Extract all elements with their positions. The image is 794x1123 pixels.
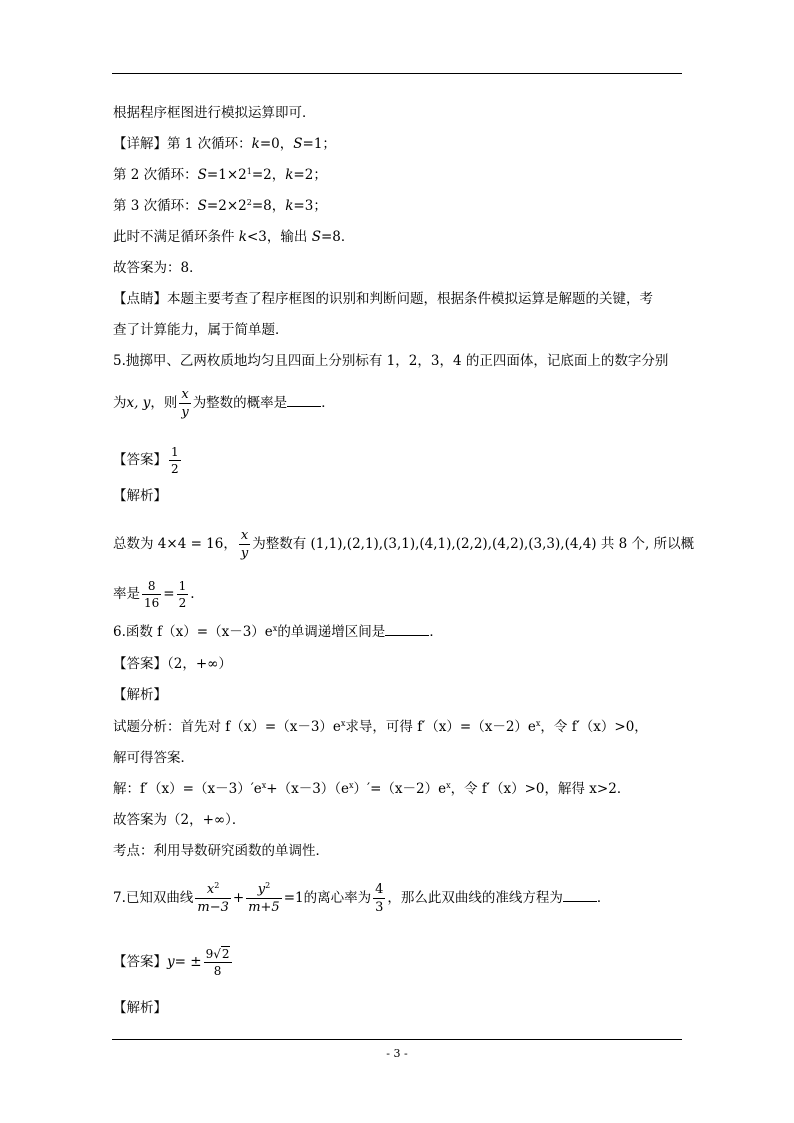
text: =8，: [251, 198, 286, 214]
footer-rule: [112, 1039, 682, 1040]
exponent: x: [349, 781, 354, 790]
q5-solution-1: [113, 528, 694, 560]
detail-tag: 【详解】: [113, 136, 167, 152]
var-k: k: [238, 229, 247, 245]
exponent: 2: [214, 881, 220, 890]
text: =2；: [293, 167, 327, 183]
frac-den: y: [240, 546, 249, 561]
detail-line-4: [113, 227, 354, 247]
text: 总数为 4×4 = 16，: [113, 536, 237, 552]
text: 此时不满足循环条件: [113, 229, 239, 245]
answer-line: 故答案为：8．: [113, 260, 203, 276]
q6-analysis-3: [113, 779, 630, 799]
exponent: 2: [265, 881, 271, 890]
text: +（x－3）（e: [266, 781, 350, 797]
text: =2，: [251, 167, 286, 183]
text: 第 2 次循环：: [113, 167, 198, 183]
frac-den: m+5: [248, 900, 280, 915]
answer-blank: [287, 393, 321, 407]
frac-den: 3: [375, 900, 384, 915]
var-k: k: [251, 136, 260, 152]
exponent: x: [446, 781, 451, 790]
answer-tag: 【答案】: [113, 452, 167, 468]
fraction-x-over-y: [239, 529, 250, 560]
answer-tag: 【答案】: [113, 954, 167, 970]
text: 解：f′（x）=（x－3）′e: [113, 781, 262, 797]
answer-blank: [563, 888, 597, 902]
text: 为整数的概率是: [192, 395, 288, 411]
q7-line: [113, 878, 610, 918]
text: ．: [596, 890, 611, 906]
answer-tag: 【答案】: [113, 656, 167, 672]
q6-analysis-tag: 【解析】: [113, 687, 167, 703]
var-s: S: [197, 198, 207, 214]
frac-num: 1: [171, 445, 179, 459]
header-rule: [112, 73, 682, 74]
exponent: x: [535, 719, 541, 728]
text: .: [190, 586, 195, 602]
text: ，那么此双曲线的准线方程为: [387, 890, 563, 906]
fraction-8-16: [142, 580, 161, 609]
text: ，则: [150, 395, 178, 411]
q6-answer: [113, 654, 232, 674]
sqrt-icon: √: [213, 947, 221, 961]
text: ．: [429, 624, 443, 640]
q6-analysis-5: 考点：利用导数研究函数的单调性．: [113, 843, 329, 859]
frac-den: y: [181, 405, 189, 420]
equals-one: =1: [283, 890, 304, 906]
q6-analysis-4: 故答案为（2，+∞）．: [113, 812, 246, 828]
text: =3；: [293, 198, 327, 214]
text: =0，: [259, 136, 294, 152]
exponent: 1: [246, 167, 252, 176]
text: 第 1 次循环：: [167, 136, 252, 152]
var-x: x: [206, 882, 215, 897]
frac-den: 8: [204, 962, 232, 977]
q6-analysis-1: [113, 717, 648, 737]
text: 试题分析：首先对 f（x）=（x－3）e: [113, 719, 341, 735]
remark-line-2: 查了计算能力，属于简单题．: [113, 322, 289, 338]
fraction-4-3: [373, 883, 385, 914]
text: 率是: [113, 586, 140, 602]
detail-line-2: [113, 165, 327, 185]
frac-den: m−3: [197, 900, 229, 915]
fraction-x2: [195, 883, 231, 914]
exponent: 2: [246, 198, 252, 207]
frac-den: 2: [171, 462, 179, 476]
frac-den: 16: [144, 596, 160, 610]
frac-num: x: [181, 387, 189, 402]
plus: +: [232, 890, 245, 906]
var-y: y: [167, 954, 175, 970]
text: 的离心率为: [303, 890, 372, 906]
text: 6.函数 f（x）=（x－3）e: [113, 624, 273, 640]
q5-line-1: 5.抛掷甲、乙两枚质地均匀且四面上分别标有 1，2，3，4 的正四面体，记底面上的数字分别: [113, 353, 669, 369]
q6-analysis-2: 解可得答案．: [113, 750, 194, 766]
frac-num: 9: [205, 947, 214, 961]
fraction-x-over-y: [179, 388, 190, 419]
text: ）′=（x－2）e: [353, 781, 447, 797]
vars-xy: x, y: [126, 395, 151, 411]
detail-line-3: [113, 196, 327, 216]
var-k: k: [285, 167, 294, 183]
answer-fraction: [204, 948, 232, 977]
text: =1×2: [206, 167, 247, 183]
var-s: S: [293, 136, 303, 152]
page-number: - 3 -: [386, 1047, 408, 1060]
text: 为整数有 (1,1),(2,1),(3,1),(4,1),(2,2),(4,2),(3,3),(4,4) 共 8 个, 所以概: [252, 536, 695, 552]
text: 7.已知双曲线: [113, 890, 194, 906]
text: ．: [321, 395, 335, 411]
text: 为: [113, 395, 127, 411]
frac-num: x: [240, 528, 249, 543]
text: 求导，可得 f′（x）=（x－2）e: [345, 719, 536, 735]
frac-num: 1: [178, 579, 187, 593]
radicand: 2: [221, 947, 230, 961]
q5-answer: [113, 444, 183, 476]
exponent: x: [272, 624, 278, 633]
text: 的单调递增区间是: [277, 624, 386, 640]
q7-analysis-tag: 【解析】: [113, 1000, 167, 1016]
equals-pm: = ±: [174, 954, 202, 970]
text: =2×2: [206, 198, 247, 214]
fraction-1-2: [177, 580, 189, 609]
answer-blank: [385, 622, 429, 636]
frac-num: 8: [147, 579, 156, 593]
remark-line-1: 【点睛】本题主要考查了程序框图的识别和判断问题，根据条件模拟运算是解题的关键，考: [113, 291, 653, 307]
var-s: S: [197, 167, 207, 183]
answer-value: （2，+∞）: [167, 656, 232, 672]
var-s: S: [311, 229, 321, 245]
text: =8．: [320, 229, 355, 245]
text: 第 3 次循环：: [113, 198, 198, 214]
text: =1；: [302, 136, 336, 152]
exponent: x: [261, 781, 267, 790]
answer-fraction: [169, 446, 181, 475]
q5-solution-2: [113, 578, 195, 610]
text: ，令 f′（x）>0，解得 x>2．: [450, 781, 631, 797]
text-line: 根据程序框图进行模拟运算即可．: [113, 105, 316, 121]
frac-num: 4: [375, 882, 384, 897]
q7-answer: [113, 942, 234, 982]
text: <3，输出: [246, 229, 312, 245]
q6-line-1: [113, 622, 443, 642]
q5-line-2: [113, 387, 335, 419]
fraction-y2: [246, 883, 282, 914]
exponent: x: [340, 719, 346, 728]
detail-line-1: [113, 134, 336, 154]
var-y: y: [257, 882, 266, 897]
equals: =: [163, 586, 175, 602]
frac-den: 2: [178, 596, 187, 610]
text: ，令 f′（x）>0，: [540, 719, 648, 735]
var-k: k: [285, 198, 294, 214]
q5-analysis-tag: 【解析】: [113, 488, 167, 504]
